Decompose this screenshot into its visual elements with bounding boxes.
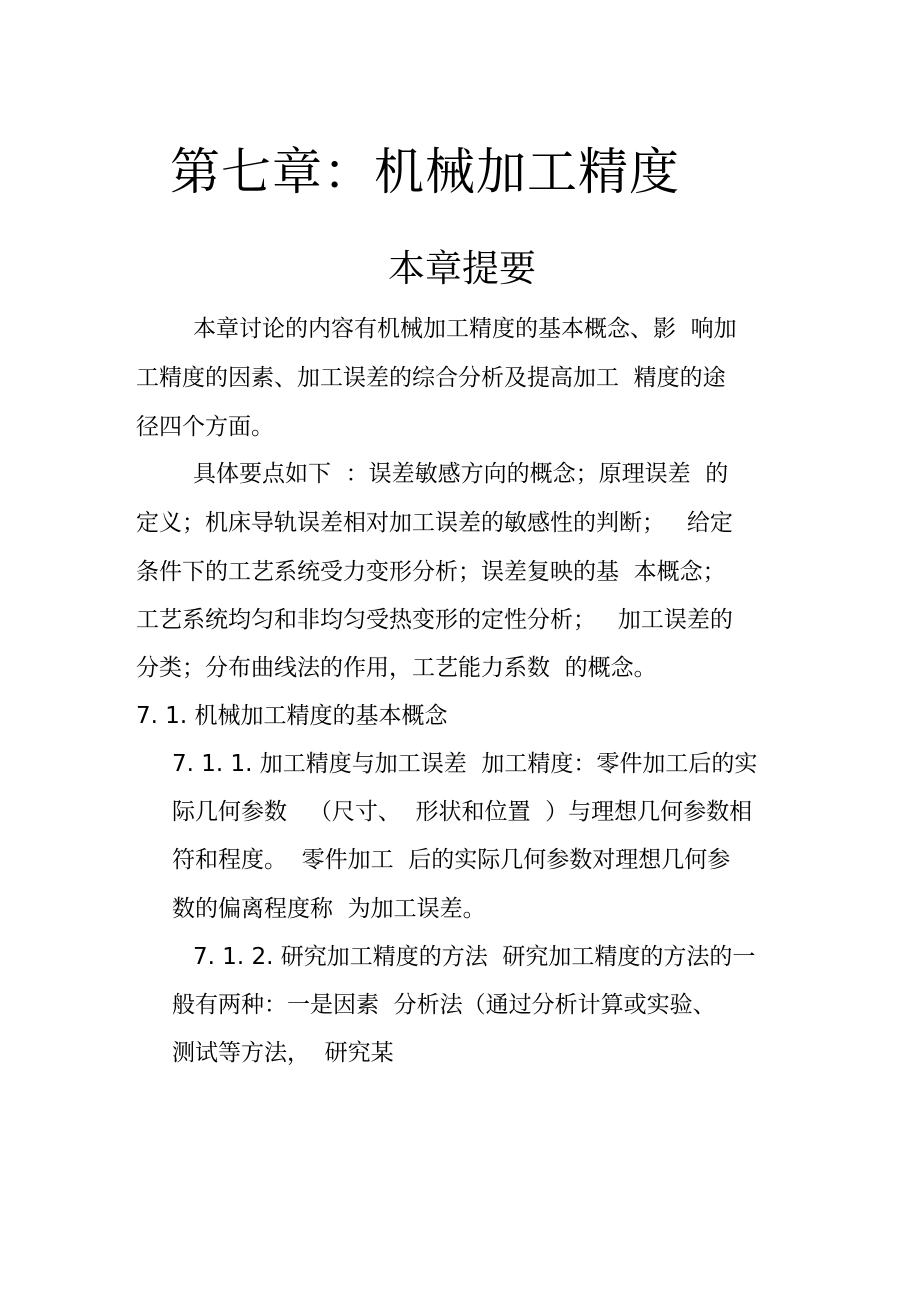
intro-paragraph-line-2: 工精度的因素、加工误差的综合分析及提高加工 精度的途 bbox=[136, 365, 726, 391]
section-7-1-2-line-1: 7. 1. 2. 研究加工精度的方法 研究加工精度的方法的一 bbox=[193, 944, 756, 970]
key-points-line-3: 条件下的工艺系统受力变形分析；误差复映的基 本概念； bbox=[136, 559, 726, 585]
chapter-title: 第七章：机械加工精度 bbox=[170, 143, 680, 201]
section-7-1-1-line-1: 7. 1. 1. 加工精度与加工误差 加工精度：零件加工后的实 bbox=[172, 751, 758, 777]
intro-paragraph-line-3: 径四个方面。 bbox=[136, 414, 274, 440]
key-points-line-2: 定义；机床导轨误差相对加工误差的敏感性的判断； 给定 bbox=[136, 510, 733, 536]
section-7-1-1-line-3: 符和程度。 零件加工 后的实际几何参数对理想几何参 bbox=[172, 847, 731, 873]
key-points-line-1: 具体要点如下 ：误差敏感方向的概念；原理误差 的 bbox=[193, 461, 729, 487]
section-7-1-1-line-4: 数的偏离程度称 为加工误差。 bbox=[172, 896, 486, 922]
intro-paragraph-line-1: 本章讨论的内容有机械加工精度的基本概念、影 响加 bbox=[193, 316, 737, 342]
section-7-1-1-line-2: 际几何参数 （尺寸、 形状和位置 ）与理想几何参数相 bbox=[172, 799, 753, 825]
section-7-1-2-line-2: 般有两种：一是因素 分析法（通过分析计算或实验、 bbox=[172, 992, 716, 1018]
chapter-summary-heading: 本章提要 bbox=[388, 247, 536, 290]
section-7-1-2-line-3: 测试等方法， 研究某 bbox=[172, 1040, 394, 1066]
section-7-1-heading: 7. 1. 机械加工精度的基本概念 bbox=[136, 703, 448, 729]
key-points-line-5: 分类；分布曲线法的作用，工艺能力系数 的概念。 bbox=[136, 655, 657, 681]
key-points-line-4: 工艺系统均匀和非均匀受热变形的定性分析； 加工误差的 bbox=[136, 607, 733, 633]
